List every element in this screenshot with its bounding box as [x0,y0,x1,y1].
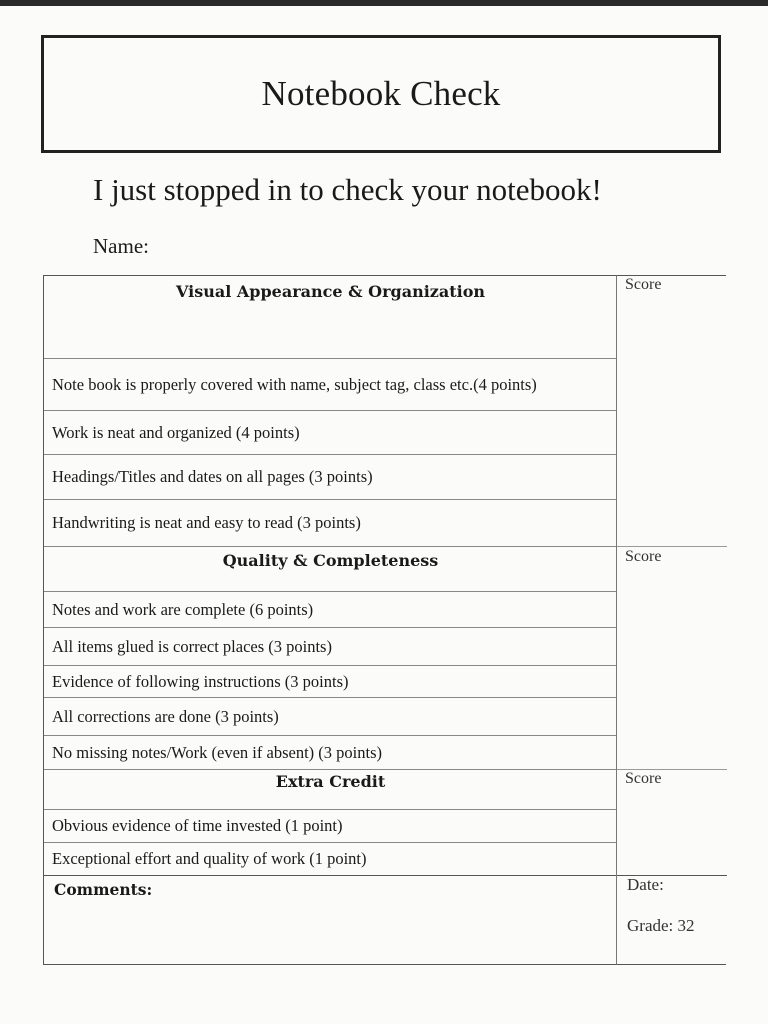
rubric-item-text: Work is neat and organized (4 points) [52,422,300,442]
subtitle: I just stopped in to check your notebook! [93,172,602,207]
section-heading-quality-text: Quality & Completeness [222,551,439,570]
comments-row [44,875,617,964]
rubric-row [44,665,617,697]
section-heading-visual-text: Visual Appearance & Organization [176,282,485,301]
grade-label: Grade: 32 [627,916,695,935]
rubric-row [44,358,617,410]
rubric-table [43,275,616,965]
name-label: Name: [93,234,149,258]
rubric-item-text: Exceptional effort and quality of work (1 point) [52,849,367,868]
rubric-row [44,735,617,769]
rubric-row [44,809,617,842]
score-label-extra: Score [625,770,662,787]
rubric-row [44,627,617,665]
score-label-quality: Score [625,548,662,565]
date-label: Date: [627,875,664,894]
rubric-item-text: Handwriting is neat and easy to read (3 points) [52,513,361,532]
rubric-item-text: Evidence of following instructions (3 points) [52,671,349,691]
score-label-visual: Score [625,276,662,293]
rubric-row [44,454,617,499]
rubric-row [44,697,617,735]
rubric-item-text: All items glued is correct places (3 points) [52,636,332,656]
section-heading-extra [44,769,617,809]
title-box [41,35,721,153]
rubric-item-text: Obvious evidence of time invested (1 point) [52,816,343,835]
rubric-row [44,410,617,454]
rubric-row [44,499,617,546]
section-heading-quality [44,546,617,591]
section-heading-extra-text: Extra Credit [275,772,386,791]
section-heading-visual [44,276,617,358]
page-title: Notebook Check [261,74,501,113]
comments-label: Comments: [54,880,153,899]
rubric-item-text: Headings/Titles and dates on all pages (3 points) [52,467,373,486]
rubric-item-text: Notes and work are complete (6 points) [52,599,314,619]
top-edge-line [0,0,768,6]
rubric-row [44,842,617,875]
rubric-item-text: All corrections are done (3 points) [52,706,279,726]
rubric-item-text: No missing notes/Work (even if absent) (3 points) [52,742,382,762]
rubric-item-text: Note book is properly covered with name, subject tag, class etc.(4 points) [52,374,537,394]
score-divider [617,546,727,547]
rubric-row [44,591,617,627]
score-column [616,275,726,965]
